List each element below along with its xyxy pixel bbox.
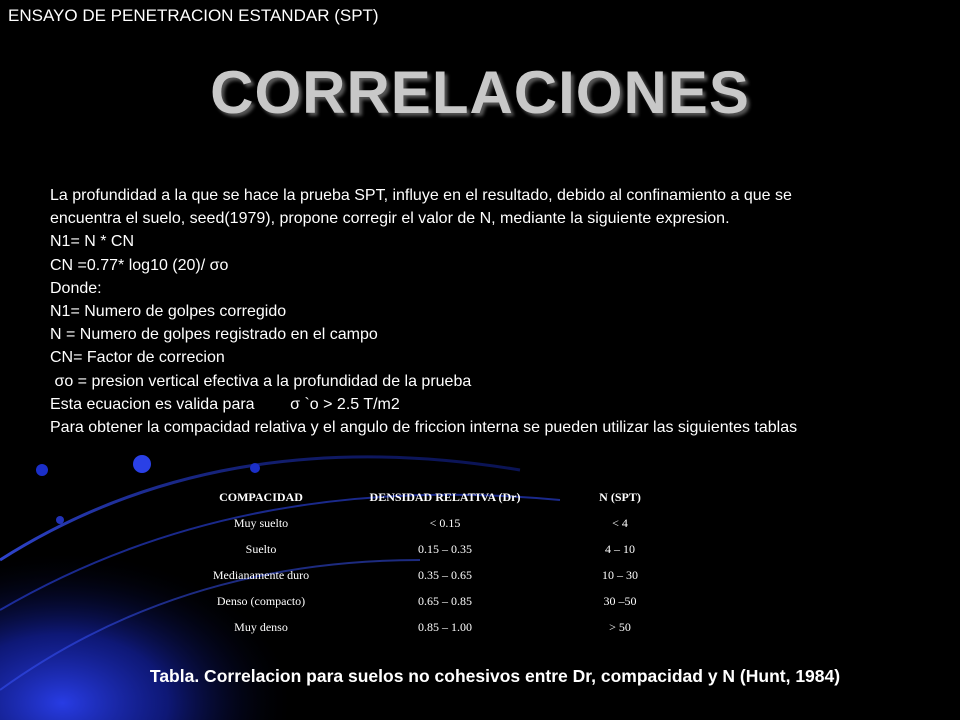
definition-line: N1= Numero de golpes corregido bbox=[50, 303, 287, 321]
definition-line: N = Numero de golpes registrado en el campo bbox=[50, 326, 378, 344]
definition-line: CN= Factor de correcion bbox=[50, 349, 225, 367]
text-line: encuentra el suelo, seed(1979), propone corregir el valor de N, mediante la siguiente expresion. bbox=[50, 210, 730, 228]
table-cell: 0.65 – 0.85 bbox=[418, 593, 472, 608]
table-cell: < 0.15 bbox=[429, 515, 461, 530]
table-row bbox=[186, 614, 686, 640]
page-title: CORRELACIONES bbox=[210, 59, 750, 126]
table-cell: 0.85 – 1.00 bbox=[418, 619, 472, 634]
column-header: N (SPT) bbox=[599, 489, 641, 504]
table-cell: 4 – 10 bbox=[605, 541, 635, 556]
table-row bbox=[186, 536, 686, 562]
table-cell: > 50 bbox=[609, 619, 631, 634]
table-row bbox=[186, 562, 686, 588]
slide-header: ENSAYO DE PENETRACION ESTANDAR (SPT) bbox=[8, 6, 379, 25]
table-caption: Tabla. Correlacion para suelos no cohesivos entre Dr, compacidad y N (Hunt, 1984) bbox=[149, 666, 841, 686]
text-line: Donde: bbox=[50, 279, 102, 297]
table-cell: 0.35 – 0.65 bbox=[418, 567, 472, 582]
text-line: Para obtener la compacidad relativa y el angulo de friccion interna se pueden utilizar las siguientes tablas bbox=[50, 419, 798, 437]
table-cell: 30 –50 bbox=[603, 593, 637, 608]
table-cell: 0.15 – 0.35 bbox=[418, 541, 472, 556]
table-cell: < 4 bbox=[612, 515, 628, 530]
correlation-table bbox=[186, 484, 686, 640]
text-line: La profundidad a la que se hace la prueba SPT, influye en el resultado, debido al confinamiento a que se bbox=[50, 187, 792, 204]
table-header-row bbox=[186, 484, 686, 510]
formula-line: CN =0.77* log10 (20)/ σo bbox=[50, 256, 229, 274]
table-row bbox=[186, 588, 686, 614]
table-cell: Suelto bbox=[245, 541, 277, 556]
column-header: DENSIDAD RELATIVA (Dr) bbox=[369, 489, 521, 504]
text-line: Esta ecuacion es valida para σ `o > 2.5 T/m2 bbox=[50, 395, 400, 413]
table-cell: Muy suelto bbox=[233, 515, 289, 530]
table-cell: Denso (compacto) bbox=[216, 593, 306, 608]
table-cell: Medianamente duro bbox=[212, 567, 310, 582]
table-row bbox=[186, 510, 686, 536]
definition-line: σo = presion vertical efectiva a la profundidad de la prueba bbox=[50, 372, 472, 390]
table-cell: 10 – 30 bbox=[602, 567, 638, 582]
formula-line: N1= N * CN bbox=[50, 233, 135, 251]
column-header: COMPACIDAD bbox=[219, 489, 303, 504]
description-text bbox=[50, 184, 950, 439]
table-cell: Muy denso bbox=[234, 619, 288, 634]
